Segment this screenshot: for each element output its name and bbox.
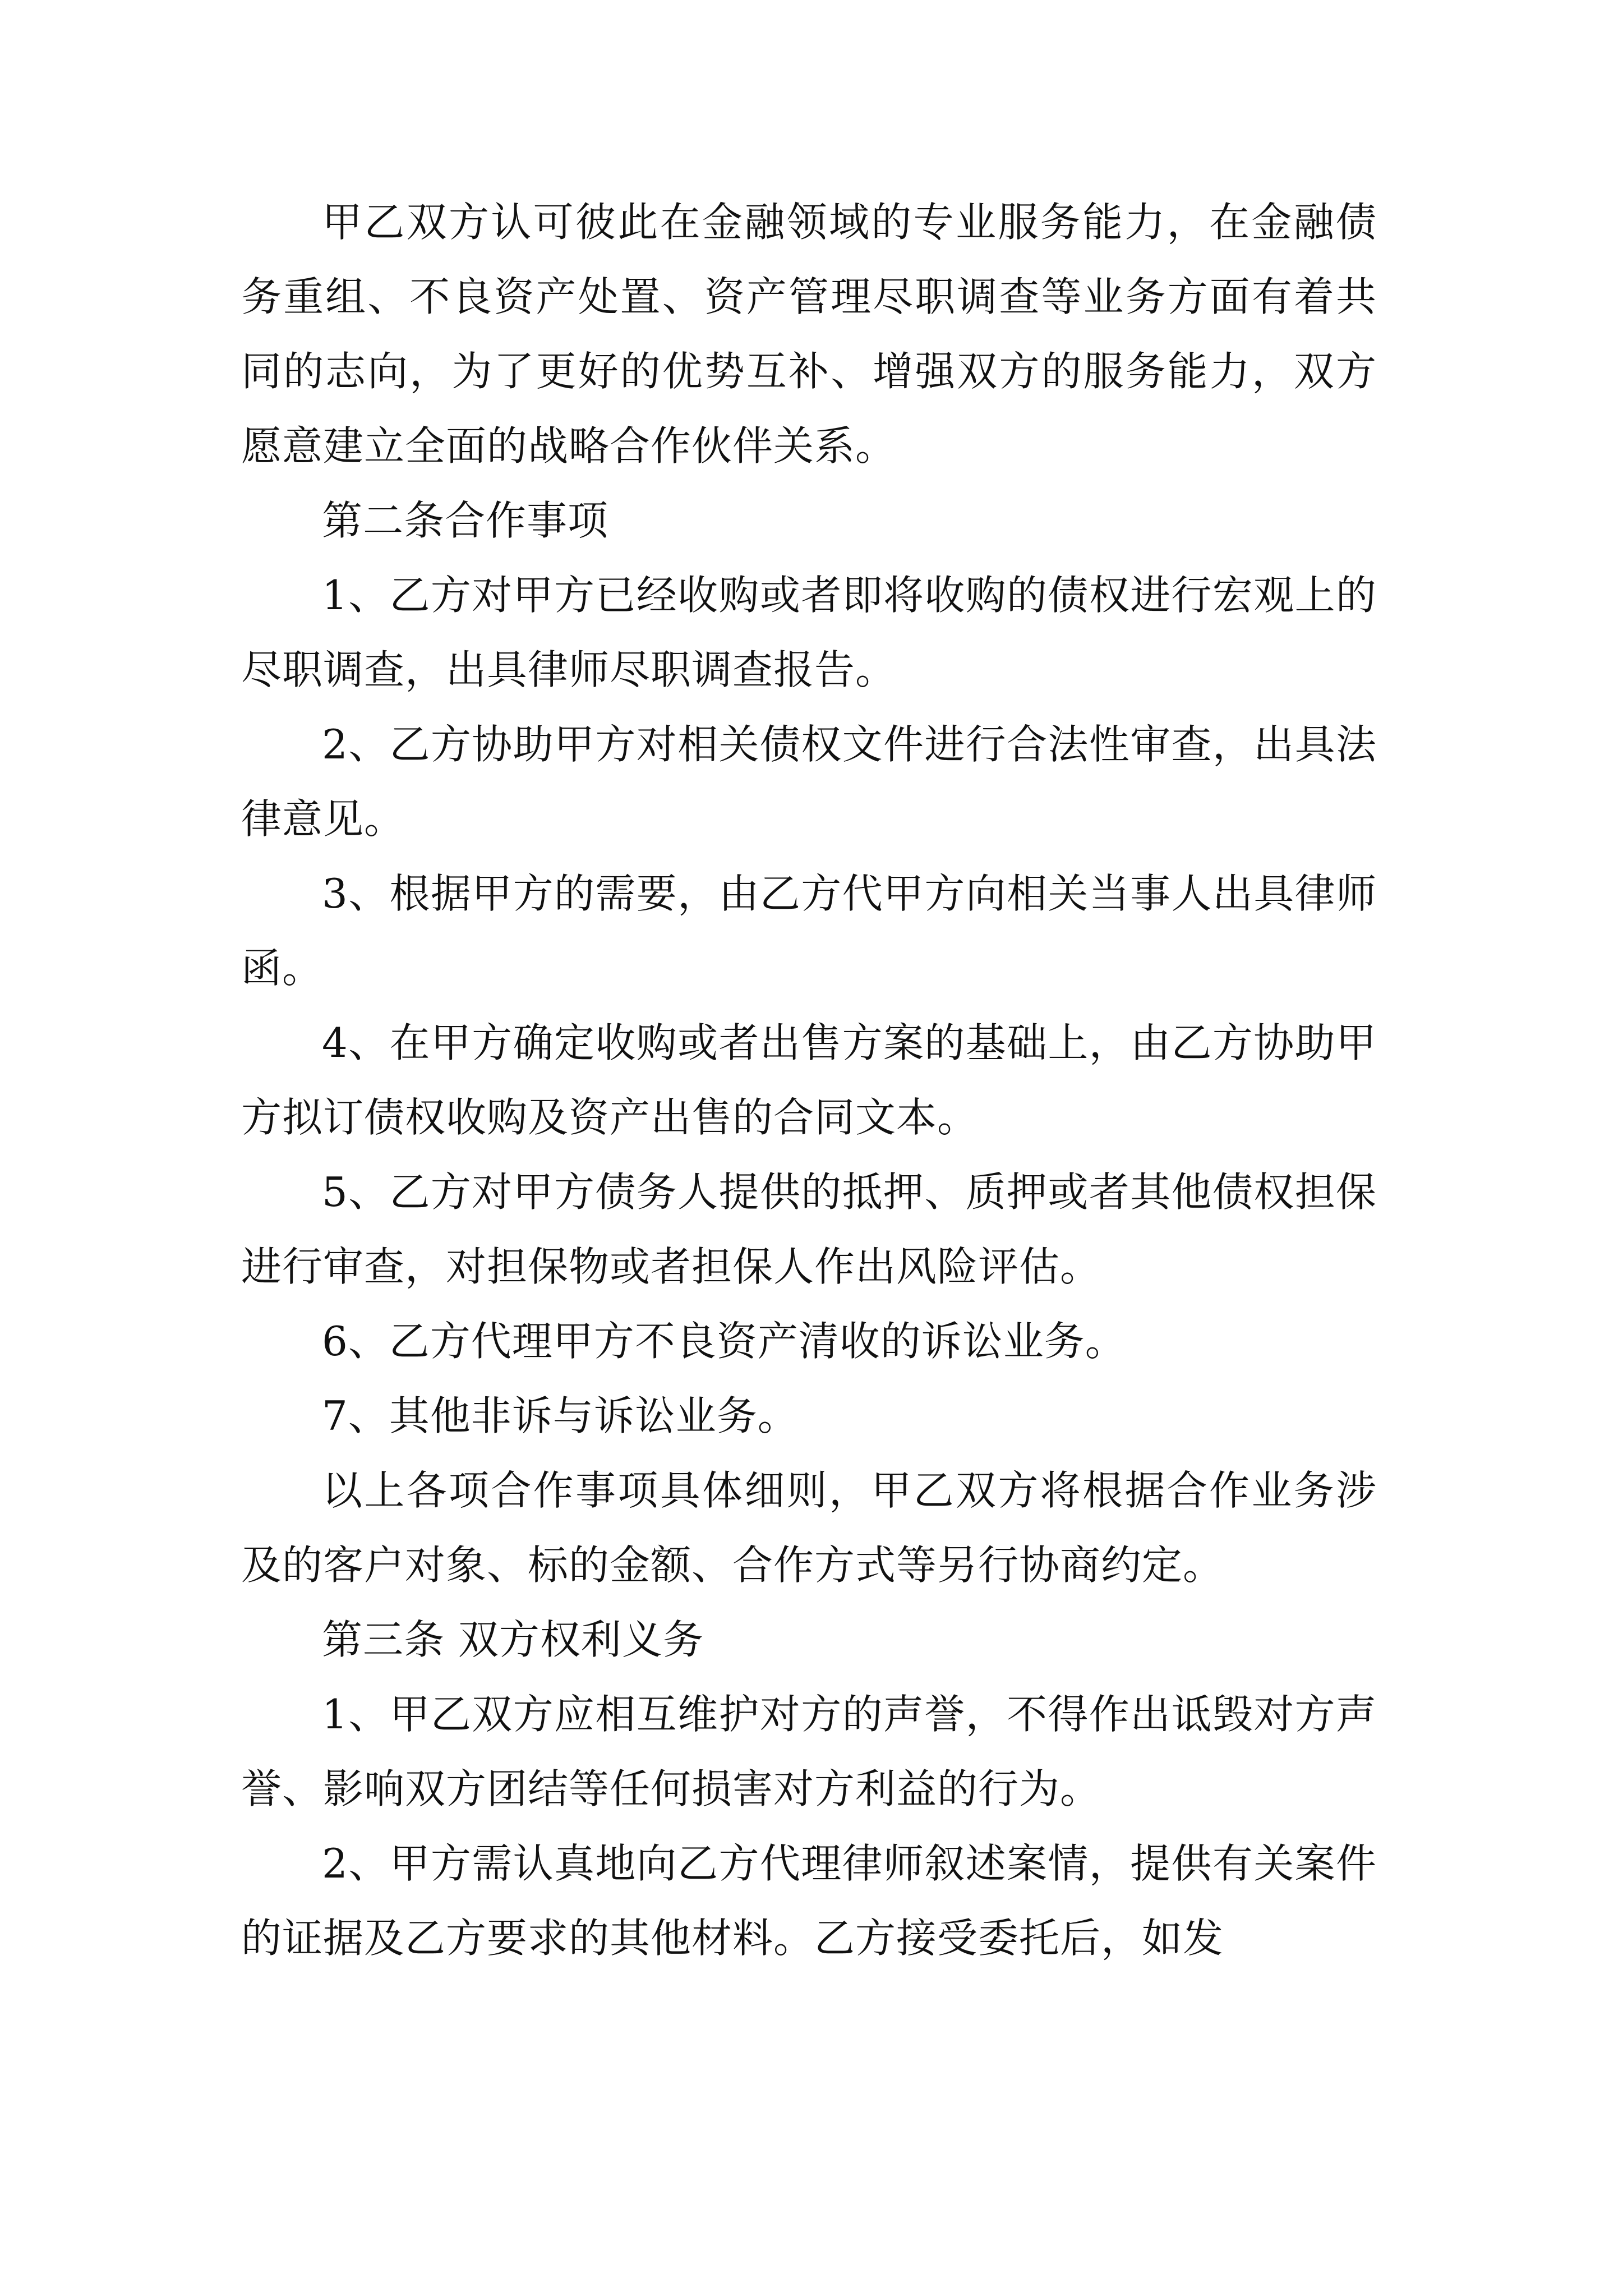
paragraph: 第三条 双方权利义务	[322, 1616, 704, 1663]
paragraph: 2、乙方协助甲方对相关债权文件进行合法性审查，出具法律意见。	[241, 721, 1377, 843]
paragraph: 4、在甲方确定收购或者出售方案的基础上，由乙方协助甲方拟订债权收购及资产出售的合同文本。	[241, 1019, 1377, 1141]
paragraph: 2、甲方需认真地向乙方代理律师叙述案情，提供有关案件的证据及乙方要求的其他材料。乙方接受委托后，如发	[241, 1840, 1377, 1962]
paragraph: 甲乙双方认可彼此在金融领域的专业服务能力，在金融债务重组、不良资产处置、资产管理尽职调查等业务方面有着共同的志向，为了更好的优势互补、增强双方的服务能力，双方愿意建立全面的战略合作伙伴关系。	[241, 199, 1377, 470]
paragraph: 7、其他非诉与诉讼业务。	[322, 1392, 799, 1439]
paragraph: 5、乙方对甲方债务人提供的抵押、质押或者其他债权担保进行审查，对担保物或者担保人作出风险评估。	[241, 1168, 1377, 1290]
paragraph: 以上各项合作事项具体细则，甲乙双方将根据合作业务涉及的客户对象、标的金额、合作方式等另行协商约定。	[241, 1467, 1377, 1589]
paragraph: 1、乙方对甲方已经收购或者即将收购的债权进行宏观上的尽职调查，出具律师尽职调查报告。	[241, 572, 1377, 693]
document-body	[241, 185, 1377, 1976]
paragraph: 6、乙方代理甲方不良资产清收的诉讼业务。	[322, 1318, 1126, 1365]
paragraph: 3、根据甲方的需要，由乙方代甲方向相关当事人出具律师函。	[241, 870, 1377, 992]
paragraph: 第二条合作事项	[322, 497, 609, 544]
paragraph: 1、甲乙双方应相互维护对方的声誉，不得作出诋毁对方声誉、影响双方团结等任何损害对方利益的行为。	[241, 1691, 1377, 1812]
